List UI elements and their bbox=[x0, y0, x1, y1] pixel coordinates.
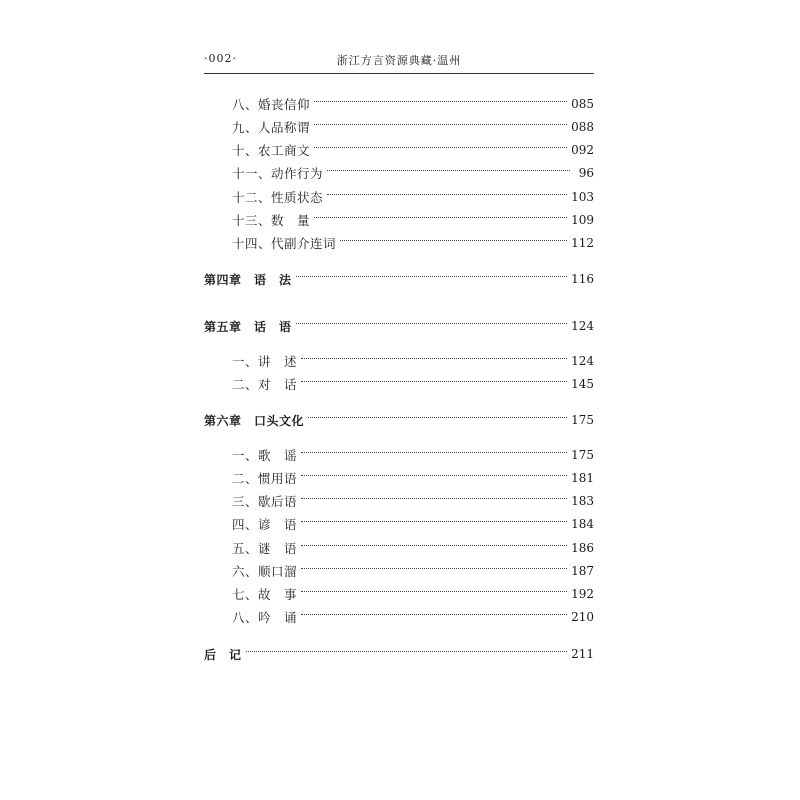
toc-entry-label: 十二、性质状态 bbox=[232, 190, 324, 205]
leader-dots bbox=[301, 545, 567, 546]
leader-dots bbox=[327, 170, 570, 171]
toc-entry bbox=[232, 468, 594, 488]
toc-entry bbox=[232, 233, 594, 253]
leader-dots bbox=[314, 101, 567, 102]
toc-entry-page: 109 bbox=[571, 213, 594, 227]
leader-dots bbox=[314, 124, 567, 125]
toc-chapter-label: 第四章 语 法 bbox=[204, 272, 292, 287]
leader-dots bbox=[301, 358, 567, 359]
leader-dots bbox=[301, 475, 567, 476]
toc-chapter bbox=[204, 316, 594, 336]
leader-dots bbox=[327, 194, 567, 195]
toc-entry bbox=[232, 491, 594, 511]
leader-dots bbox=[308, 417, 567, 418]
toc-entry-label: 十四、代副介连词 bbox=[232, 236, 337, 251]
toc-entry bbox=[232, 538, 594, 558]
toc-entry bbox=[232, 210, 594, 230]
toc-entry bbox=[232, 140, 594, 160]
toc-chapter-label: 后 记 bbox=[204, 647, 242, 662]
leader-dots bbox=[301, 614, 567, 615]
toc-chapter-page: 116 bbox=[571, 272, 594, 286]
toc-chapter bbox=[204, 644, 594, 664]
toc-entry-page: 183 bbox=[571, 494, 594, 508]
toc-chapter bbox=[204, 410, 594, 430]
toc-entry bbox=[232, 351, 594, 371]
leader-dots bbox=[301, 591, 567, 592]
toc-entry-label: 二、对 话 bbox=[232, 377, 298, 392]
toc-chapter-label: 第五章 话 语 bbox=[204, 319, 292, 334]
toc-entry-label: 一、讲 述 bbox=[232, 354, 298, 369]
toc-entry bbox=[232, 117, 594, 137]
toc-entry-label: 一、歌 谣 bbox=[232, 448, 298, 463]
toc-entry-page: 112 bbox=[571, 236, 594, 250]
toc-entry-page: 181 bbox=[571, 471, 594, 485]
toc-entry-label: 八、婚丧信仰 bbox=[232, 97, 311, 112]
toc-chapter-label: 第六章 口头文化 bbox=[204, 413, 305, 428]
toc-entry-page: 103 bbox=[571, 190, 594, 204]
leader-dots bbox=[301, 568, 567, 569]
toc-entry-label: 八、吟 诵 bbox=[232, 610, 298, 625]
toc-entry-label: 五、谜 语 bbox=[232, 541, 298, 556]
toc-entry bbox=[232, 163, 594, 183]
leader-dots bbox=[301, 498, 567, 499]
toc-entry-page: 175 bbox=[571, 448, 594, 462]
toc-entry-page: 088 bbox=[571, 120, 594, 134]
leader-dots bbox=[301, 521, 567, 522]
leader-dots bbox=[296, 323, 568, 324]
toc-entry-label: 四、谚 语 bbox=[232, 517, 298, 532]
toc-entry-page: 092 bbox=[571, 143, 594, 157]
toc-entry-label: 二、惯用语 bbox=[232, 471, 298, 486]
toc-entry-page: 085 bbox=[571, 97, 594, 111]
toc-entry-page: 187 bbox=[571, 564, 594, 578]
leader-dots bbox=[314, 147, 567, 148]
toc-entry-page: 124 bbox=[571, 354, 594, 368]
toc-entry bbox=[232, 374, 594, 394]
toc-entry-label: 九、人品称谓 bbox=[232, 120, 311, 135]
toc-chapter bbox=[204, 269, 594, 289]
toc-entry bbox=[232, 607, 594, 627]
toc-entry-page: 210 bbox=[571, 610, 594, 624]
leader-dots bbox=[340, 240, 567, 241]
toc-chapter-page: 124 bbox=[571, 319, 594, 333]
toc-chapter-page: 175 bbox=[571, 413, 594, 427]
toc-entry-page: 192 bbox=[571, 587, 594, 601]
toc-entry-label: 十一、动作行为 bbox=[232, 166, 324, 181]
toc-entry-page: 186 bbox=[571, 541, 594, 555]
toc-chapter-page: 211 bbox=[571, 647, 594, 661]
running-title: 浙江方言资源典藏·温州 bbox=[336, 54, 462, 67]
toc-entry-page: 145 bbox=[571, 377, 594, 391]
toc-entry-label: 三、歇后语 bbox=[232, 494, 298, 509]
toc-entry-label: 十、农工商文 bbox=[232, 143, 311, 158]
toc-entry bbox=[232, 514, 594, 534]
leader-dots bbox=[301, 381, 567, 382]
toc-entry-page: 184 bbox=[571, 517, 594, 531]
page-number: ·002· bbox=[204, 52, 237, 65]
toc-entry-page: 96 bbox=[578, 166, 594, 180]
toc-entry-label: 七、故 事 bbox=[232, 587, 298, 602]
toc-entry-label: 十三、数 量 bbox=[232, 213, 311, 228]
leader-dots bbox=[314, 217, 567, 218]
toc-entry bbox=[232, 187, 594, 207]
leader-dots bbox=[301, 452, 567, 453]
toc-entry-label: 六、顺口溜 bbox=[232, 564, 298, 579]
toc-entry bbox=[232, 584, 594, 604]
toc-entry bbox=[232, 445, 594, 465]
leader-dots bbox=[246, 651, 568, 652]
leader-dots bbox=[296, 276, 568, 277]
toc-entry bbox=[232, 94, 594, 114]
toc-entry bbox=[232, 561, 594, 581]
